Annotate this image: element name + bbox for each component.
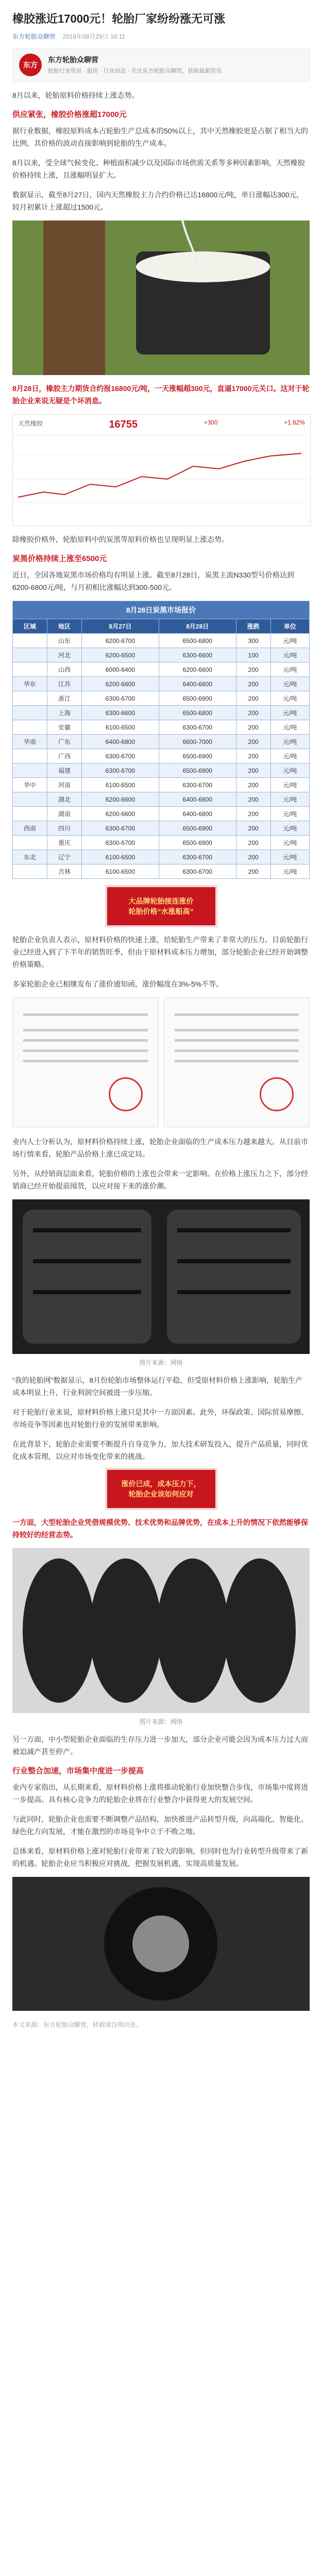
table-header: 区域 地区 8月27日 8月28日 涨跌 单位 <box>13 619 310 634</box>
table-cell: 6200-6600 <box>159 663 236 677</box>
tire-stack-photo <box>12 1548 310 1713</box>
table-cell <box>13 663 47 677</box>
ticker-chart <box>13 435 309 523</box>
table-cell: 6300-6700 <box>159 865 236 879</box>
photo-caption: 图片来源：网络 <box>139 1359 183 1366</box>
table-row <box>13 677 310 691</box>
table-cell: 6300-6700 <box>82 749 159 764</box>
table-cell: 6100-6500 <box>82 865 159 879</box>
table-cell: 元/吨 <box>270 836 309 850</box>
table-cell <box>13 792 47 807</box>
table-cell: 浙江 <box>47 691 82 706</box>
paragraph: “我的轮胎网”数据显示，8月份轮胎市场整体运行平稳，但受原材料价格上涨影响，轮胎生产成本明显上升，行业利润空间被进一步压缩。 <box>12 1376 303 1397</box>
table-cell: 河北 <box>47 648 82 663</box>
table-cell: 6300-6700 <box>159 720 236 735</box>
table-cell: 6500-6900 <box>159 764 236 778</box>
tire-tread-photo <box>12 1199 310 1354</box>
table-cell <box>13 807 47 821</box>
table-cell: 山东 <box>47 634 82 648</box>
table-cell: 元/吨 <box>270 749 309 764</box>
carbon-black-table <box>12 601 310 879</box>
table-row <box>13 807 310 821</box>
paragraph: 近日，全国各地炭黑市场价格均有明显上涨。截至8月28日，炭黑主流N330型号价格达到6200-6800元/吨，与月初相比涨幅达到300-500元。 <box>12 571 294 591</box>
table-cell: 重庆 <box>47 836 82 850</box>
table-cell: 6200-6600 <box>82 792 159 807</box>
table-cell: 湖北 <box>47 792 82 807</box>
table-cell: 6300-6700 <box>82 836 159 850</box>
table-cell: 元/吨 <box>270 807 309 821</box>
table-cell: 四川 <box>47 821 82 836</box>
ticker-symbol: 天然橡胶 <box>18 420 43 427</box>
table-cell: 元/吨 <box>270 663 309 677</box>
table-row <box>13 865 310 879</box>
paragraph: 与此同时，轮胎企业也需要不断调整产品结构，加快推进产品转型升级，向高端化、智能化、绿色化方向发展，才能在激烈的市场竞争中立于不败之地。 <box>12 1815 308 1836</box>
table-cell: 西南 <box>13 821 47 836</box>
table-cell <box>13 706 47 720</box>
table-cell: 元/吨 <box>270 706 309 720</box>
table-cell: 元/吨 <box>270 720 309 735</box>
table-cell: 300 <box>236 634 270 648</box>
table-cell: 广东 <box>47 735 82 749</box>
table-cell: 6500-6900 <box>159 691 236 706</box>
table-cell: 元/吨 <box>270 778 309 792</box>
price-notice-doc <box>12 997 159 1127</box>
table-cell: 200 <box>236 807 270 821</box>
table-cell: 元/吨 <box>270 865 309 879</box>
table-row <box>13 821 310 836</box>
table-cell <box>13 764 47 778</box>
table-caption: 8月28日炭黑市场报价 <box>13 601 310 619</box>
table-cell: 元/吨 <box>270 735 309 749</box>
table-cell: 6600-7000 <box>159 735 236 749</box>
article-title: 橡胶涨近17000元！轮胎厂家纷纷涨无可涨 <box>12 12 226 25</box>
table-row <box>13 850 310 865</box>
promo-banner: 涨价已成，成本压力下， 轮胎企业该如何应对 <box>107 1470 215 1508</box>
table-cell: 200 <box>236 865 270 879</box>
table-cell: 元/吨 <box>270 677 309 691</box>
account-desc: 轮胎行业资讯 · 报价 · 行业动态 · 关注东方轮胎众聊营，获取最新资讯 <box>48 68 222 74</box>
table-cell: 6200-6600 <box>82 677 159 691</box>
table-cell: 200 <box>236 778 270 792</box>
table-cell: 河南 <box>47 778 82 792</box>
table-cell <box>13 836 47 850</box>
price-notice-doc <box>164 997 310 1127</box>
table-cell: 200 <box>236 836 270 850</box>
promo-banner: 大品牌轮胎接连涨价 轮胎价格“水涨船高” <box>107 887 215 925</box>
table-cell: 6500-6900 <box>159 836 236 850</box>
paragraph: 另一方面，中小型轮胎企业面临的生存压力进一步加大，部分企业可能会因为成本压力过大而被迫减产甚至停产。 <box>12 1735 308 1756</box>
table-cell: 6500-6900 <box>159 821 236 836</box>
table-cell <box>13 691 47 706</box>
source-link[interactable]: 东方轮胎众聊营 <box>12 33 56 40</box>
table-cell: 200 <box>236 706 270 720</box>
table-cell: 200 <box>236 850 270 865</box>
paragraph: 除橡胶价格外，轮胎原料中的炭黑等原料价格也呈现明显上涨态势。 <box>12 535 229 544</box>
highlight-paragraph: 一方面，大型轮胎企业凭借规模优势、技术优势和品牌优势，在成本上升的情况下依然能够保持较好的经营态势。 <box>12 1518 308 1539</box>
paragraph: 另外，从经销商层面来看，轮胎价格的上涨也会带来一定影响。在价格上涨压力之下，部分经销商已经开始提前囤货，以应对接下来的涨价潮。 <box>12 1170 308 1190</box>
article-meta <box>0 32 322 48</box>
table-cell: 东北 <box>13 850 47 865</box>
table-cell: 元/吨 <box>270 634 309 648</box>
table-cell: 福建 <box>47 764 82 778</box>
table-cell <box>13 634 47 648</box>
paragraph: 8月以来，受全球气候变化、种植面积减少以及国际市场供需关系等多种因素影响，天然橡胶价格持续上涨，且涨幅明显扩大。 <box>12 159 305 179</box>
table-cell: 6200-6500 <box>82 648 159 663</box>
publish-date: 2016年08月29日 16:11 <box>62 33 126 40</box>
paragraph: 在此背景下，轮胎企业需要不断提升自身竞争力，加大技术研发投入，提升产品质量，同时优化成本管理，以应对市场变化带来的挑战。 <box>12 1440 308 1461</box>
table-cell: 6300-6700 <box>82 764 159 778</box>
account-logo: 东方 <box>19 54 42 76</box>
table-row <box>13 634 310 648</box>
table-cell: 6300-6600 <box>82 706 159 720</box>
paragraph: 轮胎企业负责人表示，原材料价格的快速上涨，给轮胎生产带来了非常大的压力。目前轮胎行业已经进入到了下半年的销售旺季，但由于原材料成本压力增加，部分轮胎企业已经开始调整价格策略。 <box>12 936 308 969</box>
table-cell <box>13 648 47 663</box>
paragraph: 对于轮胎行业来说，原材料价格上涨只是其中一方面因素。此外，环保政策、国际贸易摩擦、市场竞争等因素也对轮胎行业的发展带来影响。 <box>12 1408 308 1429</box>
table-row <box>13 663 310 677</box>
photo-caption: 图片来源：网络 <box>139 1718 183 1725</box>
table-cell: 华中 <box>13 778 47 792</box>
table-cell: 元/吨 <box>270 821 309 836</box>
table-cell: 6300-6700 <box>159 850 236 865</box>
table-cell: 6400-6800 <box>159 792 236 807</box>
notice-images <box>12 997 310 1127</box>
table-cell: 200 <box>236 792 270 807</box>
paragraph: 数据显示，截至8月27日，国内天然橡胶主力合约价格已达16800元/吨，单日涨幅达300元，较月初累计上涨超过1500元。 <box>12 191 304 211</box>
paragraph: 据行业数据，橡胶原料成本占轮胎生产总成本的50%以上，其中天然橡胶更是占据了相当大的比例，其价格的波动直接影响到轮胎的生产成本。 <box>12 127 309 147</box>
paragraph: 多家轮胎企业已相继发布了涨价通知函，涨价幅度在3%-5%不等。 <box>12 980 224 988</box>
table-row <box>13 792 310 807</box>
highlight-paragraph: 8月28日，橡胶主力期货合约报16800元/吨，一天涨幅超300元，直逼17000元关口。这对于轮胎企业来说无疑是个坏消息。 <box>12 384 310 405</box>
table-cell: 6300-6700 <box>82 821 159 836</box>
table-cell: 6200-6700 <box>82 634 159 648</box>
futures-ticker <box>12 414 311 526</box>
table-row <box>13 764 310 778</box>
section-title: 炭黑价格持续上涨至6500元 <box>12 554 107 563</box>
table-cell <box>13 749 47 764</box>
table-cell: 6300-6700 <box>159 778 236 792</box>
paragraph: 业内专家指出，从长期来看，原材料价格上涨将推动轮胎行业加快整合步伐，市场集中度将进一步提高。具有核心竞争力的轮胎企业将在行业整合中获得更大的发展空间。 <box>12 1783 308 1804</box>
table-cell: 6300-6700 <box>82 691 159 706</box>
table-cell: 上海 <box>47 706 82 720</box>
table-row <box>13 735 310 749</box>
table-row <box>13 706 310 720</box>
table-cell: 6400-6800 <box>159 807 236 821</box>
table-cell: 100 <box>236 648 270 663</box>
table-row <box>13 691 310 706</box>
table-cell: 200 <box>236 749 270 764</box>
table-cell: 6500-6800 <box>159 634 236 648</box>
section-title: 行业整合加速，市场集中度进一步提高 <box>12 1767 144 1775</box>
table-cell: 200 <box>236 720 270 735</box>
ticker-pct: +1.82% <box>283 419 305 426</box>
table-cell: 6400-6800 <box>82 735 159 749</box>
table-cell: 山西 <box>47 663 82 677</box>
table-cell: 6300-6600 <box>159 648 236 663</box>
section-title: 供应紧张，橡胶价格涨超17000元 <box>12 110 127 119</box>
table-cell: 吉林 <box>47 865 82 879</box>
table-cell: 元/吨 <box>270 764 309 778</box>
tire-closeup-photo <box>12 1877 310 2011</box>
table-row <box>13 749 310 764</box>
account-card[interactable] <box>12 48 310 82</box>
table-cell: 安徽 <box>47 720 82 735</box>
table-row <box>13 720 310 735</box>
table-cell: 江苏 <box>47 677 82 691</box>
table-cell: 6100-6500 <box>82 778 159 792</box>
account-name: 东方轮胎众聊营 <box>48 56 98 64</box>
table-cell: 辽宁 <box>47 850 82 865</box>
table-row <box>13 778 310 792</box>
table-cell: 元/吨 <box>270 648 309 663</box>
table-cell: 6500-6900 <box>159 749 236 764</box>
table-cell: 6500-6800 <box>159 706 236 720</box>
table-cell: 6000-6400 <box>82 663 159 677</box>
table-cell: 6200-6600 <box>82 807 159 821</box>
table-cell: 华东 <box>13 677 47 691</box>
ticker-price: 16755 <box>109 419 138 430</box>
table-cell: 200 <box>236 677 270 691</box>
table-cell: 华南 <box>13 735 47 749</box>
table-cell <box>13 865 47 879</box>
table-row <box>13 648 310 663</box>
ticker-change: +300 <box>204 419 218 426</box>
table-cell: 200 <box>236 764 270 778</box>
paragraph: 8月以来，轮胎原料价格持续上涨态势。 <box>12 91 139 99</box>
table-cell: 元/吨 <box>270 792 309 807</box>
article-footer: 本文来源：东方轮胎众聊营，转载请注明出处。 <box>12 2021 143 2028</box>
table-cell: 200 <box>236 735 270 749</box>
paragraph: 业内人士分析认为，原材料价格持续上涨，轮胎企业面临的生产成本压力越来越大。从目前市场行情来看，轮胎产品价格上涨已成定局。 <box>12 1138 308 1158</box>
table-cell: 200 <box>236 821 270 836</box>
table-cell: 湖南 <box>47 807 82 821</box>
table-cell: 6100-6500 <box>82 850 159 865</box>
table-cell: 广西 <box>47 749 82 764</box>
table-cell: 200 <box>236 691 270 706</box>
table-row <box>13 836 310 850</box>
table-cell <box>13 720 47 735</box>
table-cell: 200 <box>236 663 270 677</box>
paragraph: 总体来看，原材料价格上涨对轮胎行业带来了较大的影响，但同时也为行业转型升级带来了新的机遇。轮胎企业应当积极应对挑战，把握发展机遇，实现高质量发展。 <box>12 1847 308 1868</box>
table-cell: 元/吨 <box>270 691 309 706</box>
table-cell: 6400-6800 <box>159 677 236 691</box>
table-cell: 元/吨 <box>270 850 309 865</box>
rubber-tapping-photo <box>12 221 310 375</box>
table-cell: 6100-6500 <box>82 720 159 735</box>
